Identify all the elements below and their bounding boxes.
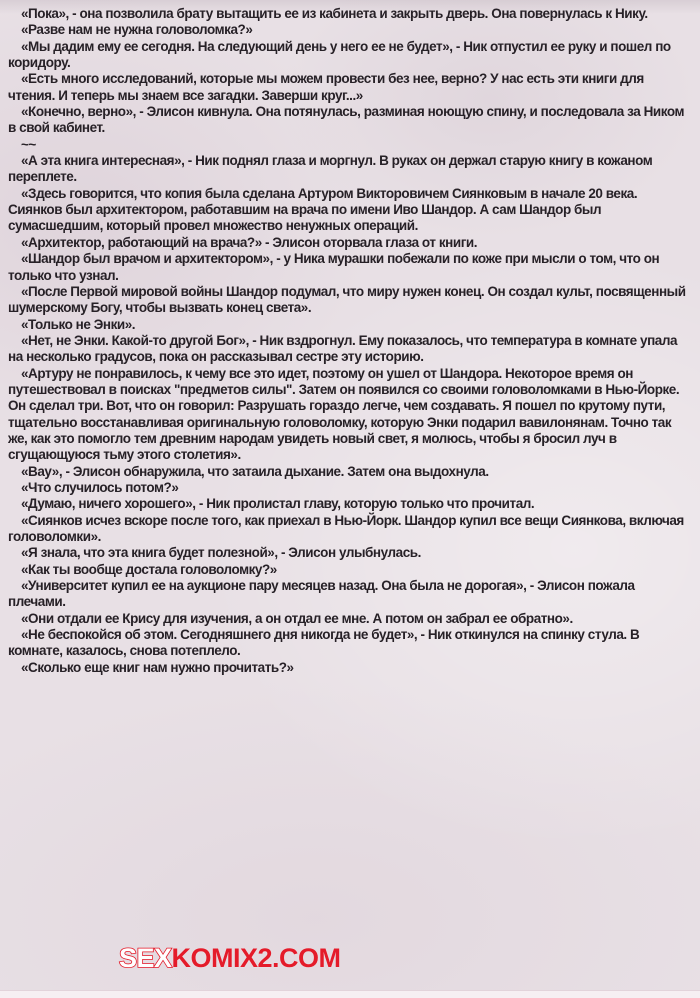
story-paragraph: «Артуру не понравилось, к чему все это идет, поэтому он ушел от Шандора. Некоторое время он путешествовал в поисках "предметов силы". Затем он появился со своими головоломками в Нью-Йорке. Он сделал три. Вот, что он говорил: Разрушать гораздо легче, чем создавать. Я пошел по крутому пути, тщательно восстанавливая оригинальную головоломку, которую Энки подарил вавилонянам. Точно так же, как это помогло тем древним народам увидеть новый свет, я молюсь, чтобы я бросил луч в сгущающуюся тьму этого столетия». xyxy=(8,365,680,463)
story-paragraph: «После Первой мировой войны Шандор подумал, что миру нужен конец. Он создал культ, посвященный шумерскому Богу, чтобы вызвать конец света». xyxy=(8,283,686,316)
story-text-block xyxy=(0,6,699,676)
story-paragraph: «Пока», - она позволила брату вытащить ее из кабинета и закрыть дверь. Она повернулась к Нику. xyxy=(21,6,648,21)
story-paragraph: «Разве нам не нужна головоломка?» xyxy=(21,22,253,38)
site-watermark xyxy=(119,942,341,974)
story-paragraph: «Конечно, верно», - Элисон кивнула. Она потянулась, разминая ноющую спину, и последовала за Ником в свой кабинет. xyxy=(8,104,685,136)
story-paragraph: «Архитектор, работающий на врача?» - Элисон оторвала глаза от книги. xyxy=(21,234,478,250)
story-paragraph: «А эта книга интересная», - Ник поднял глаза и моргнул. В руках он держал старую книгу в кожаном переплете. xyxy=(8,153,653,185)
story-paragraph: «Здесь говорится, что копия была сделана Артуром Викторовичем Сиянковым в начале 20 века. Сиянков был архитектором, работавшим на врача по имени Иво Шандор. А сам Шандор был сумасшедшим, который провел множество ненужных операций. xyxy=(8,185,638,234)
story-paragraph: «Сиянков исчез вскоре после того, как приехал в Нью-Йорк. Шандор купил все вещи Сиянкова, включая головоломки». xyxy=(8,512,684,544)
story-paragraph: «Только не Энки». xyxy=(21,316,136,332)
story-paragraph: «Сколько еще книг нам нужно прочитать?» xyxy=(21,659,294,675)
story-paragraph: «Нет, не Энки. Какой-то другой Бог», - Ник вздрогнул. Ему показалось, что температура в комнате упала на несколько градусов, пока он рассказывал сестре эту историю. xyxy=(8,332,678,365)
story-paragraph: «Как ты вообще достала головоломку?» xyxy=(21,561,277,577)
story-paragraph: «Что случилось потом?» xyxy=(21,479,179,495)
story-paragraph: «Они отдали ее Крису для изучения, а он отдал ее мне. А потом он забрал ее обратно». xyxy=(21,610,573,626)
scene-separator: ~~ xyxy=(21,136,36,152)
story-paragraph: «Университет купил ее на аукционе пару месяцев назад. Она была не дорогая», - Элисон пожала плечами. xyxy=(8,578,635,610)
story-paragraph: «Не беспокойся об этом. Сегодняшнего дня никогда не будет», - Ник откинулся на спинку стула. В комнате, казалось, снова потеплело. xyxy=(8,627,640,659)
story-paragraph: «Думаю, ничего хорошего», - Ник пролистал главу, которую только что прочитал. xyxy=(21,496,535,512)
story-paragraph: «Мы дадим ему ее сегодня. На следующий день у него ее не будет», - Ник отпустил ее руку и пошел по коридору. xyxy=(8,38,671,71)
story-paragraph: «Шандор был врачом и архитектором», - у Ника мурашки побежали по коже при мысли о том, что он только что узнал. xyxy=(8,251,660,283)
story-paragraph: «Есть много исследований, которые мы можем провести без нее, верно? У нас есть эти книги для чтения. И теперь мы знаем все загадки. Заверши круг...» xyxy=(8,71,644,103)
page-bottom-edge xyxy=(0,990,700,998)
watermark-sex-text: SEX xyxy=(119,943,172,973)
story-paragraph: «Вау», - Элисон обнаружила, что затаила дыхание. Затем она выдохнула. xyxy=(21,463,489,479)
watermark-komix-text: KOMIX2.COM xyxy=(171,943,341,973)
story-paragraph: «Я знала, что эта книга будет полезной», - Элисон улыбнулась. xyxy=(21,545,421,561)
